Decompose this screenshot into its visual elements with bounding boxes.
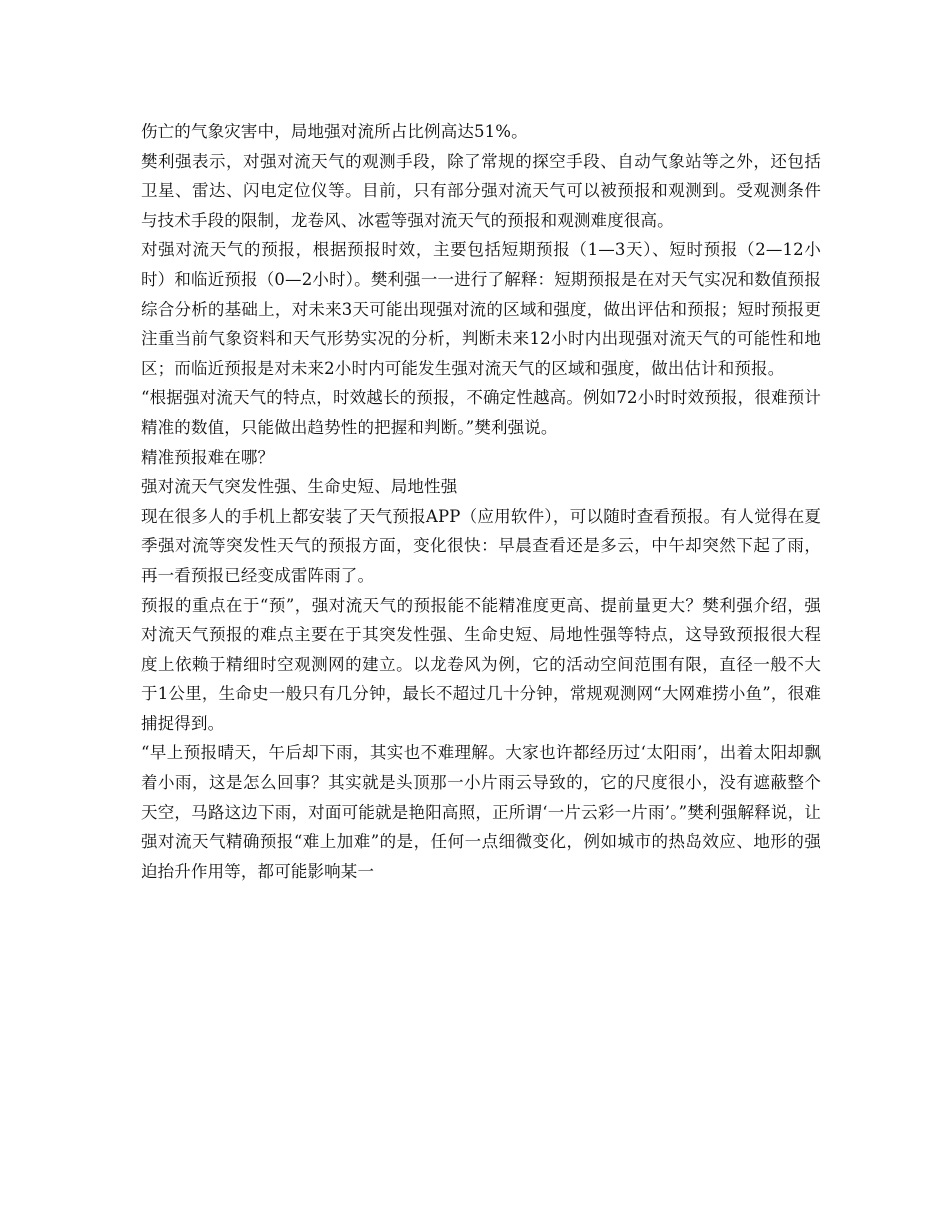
section-question-heading: 精准预报难在哪？ [141, 447, 275, 467]
article-body [141, 117, 821, 886]
paragraph-forecast-types: 对强对流天气的预报，根据预报时效，主要包括短期预报（1—3天）、短时预报（2—12小时）和临近预报（0—2小时）。樊利强一一进行了解释：短期预报是在对天气实况和数值预报综合分析的基础上，对未来3天可能出现强对流的区域和强度，做出评估和预报；短时预报更注重当前气象资料和天气形势实况的分析，判断未来12小时内出现强对流天气的可能性和地区；而临近预报是对未来2小时内可能发生强对流天气的区域和强度，做出估计和预报。 [141, 240, 821, 378]
section-subtitle: 强对流天气突发性强、生命史短、局地性强 [141, 477, 458, 497]
paragraph-observation-methods: 樊利强表示，对强对流天气的观测手段，除了常规的探空手段、自动气象站等之外，还包括卫星、雷达、闪电定位仪等。目前，只有部分强对流天气可以被预报和观测到。受观测条件与技术手段的限制，龙卷风、冰雹等强对流天气的预报和观测难度很高。 [141, 151, 821, 230]
paragraph-sun-rain-explanation: “早上预报晴天，午后却下雨，其实也不难理解。大家也许都经历过‘太阳雨’，出着太阳却飘着小雨，这是怎么回事？其实就是头顶那一小片雨云导致的，它的尺度很小，没有遮蔽整个天空，马路这边下雨，对面可能就是艳阳高照，正所谓‘一片云彩一片雨’。”樊利强解释说，让强对流天气精确预报“难上加难”的是，任何一点细微变化，例如城市的热岛效应、地形的强迫抬升作用等，都可能影响某一 [141, 743, 821, 881]
paragraph-forecast-difficulty: 预报的重点在于“预”，强对流天气的预报能不能精准度更高、提前量更大？樊利强介绍，强对流天气预报的难点主要在于其突发性强、生命史短、局地性强等特点，这导致预报很大程度上依赖于精细时空观测网的建立。以龙卷风为例，它的活动空间范围有限，直径一般不大于1公里，生命史一般只有几分钟，最长不超过几十分钟，常规观测网“大网难捞小鱼”，很难捕捉得到。 [141, 595, 821, 733]
paragraph-uncertainty-quote: “根据强对流天气的特点，时效越长的预报，不确定性越高。例如72小时时效预报，很难预计精准的数值，只能做出趋势性的把握和判断。”樊利强说。 [141, 388, 821, 437]
paragraph-casualty-ratio: 伤亡的气象灾害中，局地强对流所占比例高达51%。 [141, 122, 528, 141]
paragraph-weather-app: 现在很多人的手机上都安装了天气预报APP（应用软件），可以随时查看预报。有人觉得在夏季强对流等突发性天气的预报方面，变化很快：早晨查看还是多云，中午却突然下起了雨，再一看预报已经变成雷阵雨了。 [141, 506, 821, 585]
